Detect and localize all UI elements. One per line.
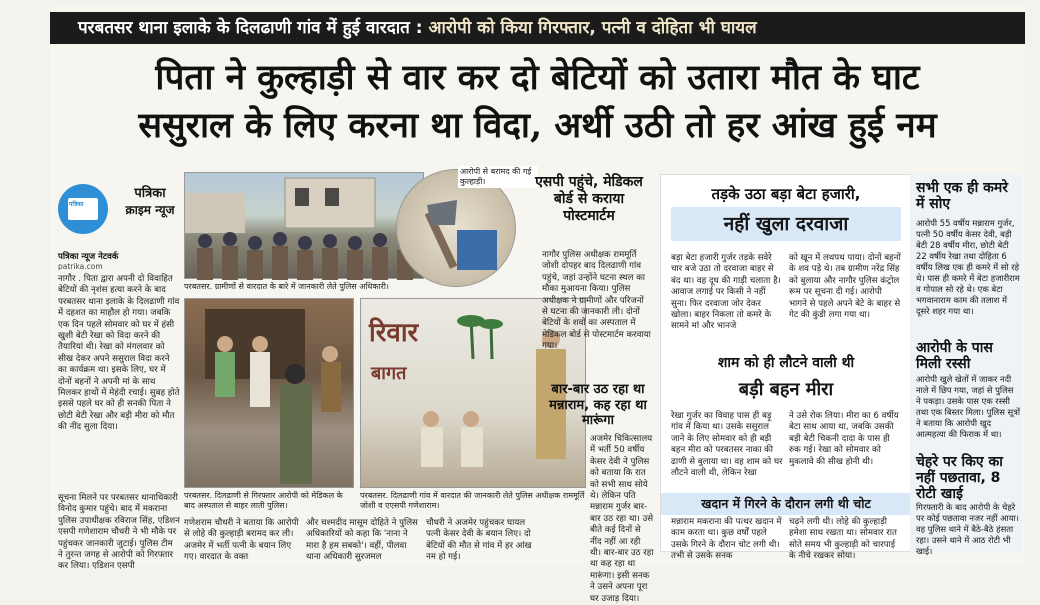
story-text-1b: को खून में लथपथ पाया। दोनों बहनों के शव पड़े थे। तब ग्रामीण नरेंद्र सिंह को बुलाया और नागौर पुलिस कंट्रोल रूम पर सूचना दी गई। आरोपी भागने से पहले अपने बेटे के बाहर से गेट की कुंडी लगा गया था। — [789, 253, 901, 321]
logo-badge-text: पत्रिका — [69, 201, 84, 208]
headline-line-2: ससुराल के लिए करना था विदा, अर्थी उठी तो हर आंख हुई नम — [138, 105, 937, 146]
story-head-2: बड़ी बहन मीरा — [671, 375, 901, 405]
story-kicker-1: तड़के उठा बड़ा बेटा हजारी, — [711, 185, 861, 203]
axe-inset-caption: आरोपी से बरामद की गई कुल्हाड़ी। — [458, 166, 538, 188]
accused-photo-caption: परबतसर. दिलढाणी से गिरफ्तार आरोपी को मेडिकल के बाद अस्पताल से बाहर लाती पुलिस। — [184, 491, 343, 510]
top-banner — [50, 12, 1025, 44]
headline-line-1: पिता ने कुल्हाड़ी से वार कर दो बेटियों को उतारा मौत के घाट — [155, 57, 920, 98]
police-escort-illustration — [185, 299, 355, 489]
sp-box-text-2: अजमेर चिकित्सालय में भर्ती 50 वर्षीय केसर देवी ने पुलिस को बताया कि रात को सभी साथ सोये थे। लेकिन पति मन्नाराम गुर्जर बार-बार उठ रहा था। उसे बीते कई दिनों से नींद नहीं आ रही थी। बार-बार उठ रहा था कह रहा था मारूंगा। इसी सनक ने उसने अपना पूरा घर उजाड़ दिया। — [590, 434, 654, 604]
side-text-3: गिरफ्तारी के बाद आरोपी के चेहरे पर कोई पछतावा नजर नहीं आया। वह पुलिस थाने में बैठे-बैठे हंसता रहा। उसने थाने में आठ रोटी भी खाई। — [916, 502, 1019, 556]
top-banner-left: परबतसर थाना इलाके के दिलढाणी गांव में हुई वारदात : — [78, 18, 423, 38]
patrika-crime-logo — [58, 184, 186, 240]
col1-text-2: सूचना मिलने पर परबतसर थानाधिकारी विनोद कुमार पहुंचे। बाद में मकराना पुलिस उपाधीक्षक रविराज सिंह, एडिशन एसपी गणेशाराम चौधरी ने भी मौके पर पहुंचकर जानकारी जुटाई। पुलिस टीम ने तुरन्त जगह से आरोपी को गिरफ्तार कर लिया। एडिशन एसपी — [58, 493, 180, 572]
bottom-col-3: चौधरी ने अजमेर पहुंचकर घायल पत्नी केसर देवी के बयान लिए। दो बेटियों की मौत से गांव में हर आंख नम हो गई। — [426, 518, 532, 563]
side-head-1: सभी एक ही कमरे में सोए — [916, 180, 1008, 212]
story-band: खदान में गिरने के दौरान लगी थी चोट — [661, 493, 911, 515]
crowd-photo-caption: परबतसर. ग्रामीणों से वारदात के बारे में जानकारी लेते पुलिस अधिकारी। — [184, 282, 389, 291]
logo-brand: पत्रिका — [134, 186, 166, 201]
accused-photo — [184, 298, 354, 488]
sp-box-text: नागौर पुलिस अधीक्षक राममूर्ति जोशी दोपहर बाद दिलढाणी गांव पहुंचे, जहां उन्होंने घटना स्थल का मौका मुआयना किया। पुलिस अधीक्षक ने ग्रामीणों और परिजनों से घटना की जानकारी ली। दोनों बेटियों के शवों का अस्पताल में मेडिकल बोर्ड से पोस्टमार्टम करवाया गया। — [542, 250, 651, 352]
side-text-1: आरोपी 55 वर्षीय मन्नाराम गुर्जर, पत्नी 50 वर्षीय केसर देवी, बड़ी बेटी 28 वर्षीय मीरा, छोटी बेटी 22 वर्षीय रेखा तथा दोहिता 6 वर्षीय लिख एक ही कमरे में सो रहे थे। पास ही कमरे में बेटा हजारीराम व गोपाल सो रहे थे। एक बेटा भगवानाराम काम की तलाश में दूसरे शहर गया था। — [916, 218, 1020, 316]
sp-box-title-2: बार-बार उठ रहा था मन्नाराम, कह रहा था मारूंगा — [549, 382, 647, 428]
byline: पत्रिका न्यूज नेटवर्क — [58, 252, 119, 262]
bottom-col-1: गणेशराम चौधरी ने बताया कि आरोपी से लोहे की कुल्हाड़ी बरामद कर ली। अजमेर में भर्ती पत्नी के बयान लिए गए। वारदात के वक्त — [184, 518, 299, 563]
story-text-2b: ने उसे रोक लिया। मीरा का 6 वर्षीय बेटा साथ आया था, जबकि उसकी बड़ी बेटी चिकनी दादा के पास ही रुक गई। रेखा को सोमवार को मुकलावे की सीख होनी थी। — [789, 411, 899, 467]
side-head-2: आरोपी के पास मिली रस्सी — [916, 340, 993, 372]
patrika-logo-icon — [58, 184, 108, 234]
story-head-1: नहीं खुला दरवाजा — [671, 207, 901, 241]
story-text-3b: चढ़ने लगी थी। लोहे की कुल्हाड़ी हमेशा साथ रखता था। सोमवार रात सोते समय भी कुल्हाड़ी को चारपाई के नीचे रखकर सोया। — [789, 517, 897, 562]
story-text-1a: बड़ा बेटा हजारी गुर्जर तड़के सवेरे चार बजे उठा तो दरवाजा बाहर से बंद था। वह दूध की गाड़ी चलाता है। आवाज लगाई पर किसी ने नहीं सुना। फिर दरवाजा जोर देकर खोला। बाहर निकला तो कमरे के सामने मां और भानजे — [671, 253, 781, 332]
sp-visit-photo-caption: परबतसर. दिलढाणी गांव में वारदात की जानकारी लेते पुलिस अधीक्षक राममूर्ति जोशी व एएसपी गणेशाराम। — [360, 491, 585, 510]
main-headline — [50, 54, 1025, 150]
top-banner-right: आरोपी को किया गिरफ्तार, पत्नी व दोहिता भी घायल — [428, 18, 757, 38]
sp-box-title: एसपी पहुंचे, मेडिकल बोर्ड से कराया पोस्टमार्टम — [535, 174, 643, 224]
wall-text-1: रिवार — [369, 318, 419, 348]
newspaper-page — [50, 6, 1025, 604]
story-kicker-2: शाम को ही लौटने वाली थी — [717, 355, 855, 371]
crowd-photo — [184, 172, 424, 279]
side-text-2: आरोपी खुले खेतों में जाकर नदी नाले में छिप गया, जहां से पुलिस ने पकड़ा। उसके पास एक रस्सी तथा एक बिस्तर मिला। पुलिस सूत्रों ने बताया कि आरोपी खुद आत्महत्या की फिराक में था। — [916, 374, 1020, 439]
crowd-illustration — [185, 173, 425, 280]
side-head-3: चेहरे पर किए का नहीं पछतावा, 8 रोटी खाई — [916, 454, 1003, 502]
story-text-3a: मन्नाराम मकराना की पत्थर खदान में काम करता था। कुछ वर्षों पहले उसके गिरने के दौरान चोट लगी थी। तभी से उसके सनक — [671, 517, 782, 562]
side-column — [910, 174, 1022, 556]
story-text-2a: रेखा गुर्जर का विवाह पास ही बड़ू गांव में किया था। उसके ससुराल जाने के लिए सोमवार को ही बड़ी बहन मीरा को परबतसर नाका की ढाणी से बुलाया था। वह शाम को घर लौटने वाली थी, लेकिन रेखा — [671, 411, 783, 479]
byline-site: patrika.com — [58, 262, 103, 271]
col1-text: नागौर . पिता द्वारा अपनी दो विवाहित बेटियों की नृशंस हत्या करने के बाद परबतसर थाना इलाके के दिलढाणी गांव में दहशत का माहौल हो गया। जबकि एक दिन पहले सोमवार को घर में हंसी खुशी बेटी रेखा को विदा करने की तैयारियां थी। रेखा को मंगलवार को सीख देकर अपने ससुराल विदा करने का कार्यक्रम था। इसके लिए, घर में दोनों बहनों ने अपनी मां के साथ मिलकर हाथों में मेहंदी रचाई। सुबह होते इससे पहले घर को ही सनकी पिता ने छोटी बेटी रेखा और बड़ी मीरा को मौत की नींद सुला दिया। — [58, 274, 180, 433]
wall-text-2: बागत — [371, 363, 407, 384]
logo-section: क्राइम न्यूज — [125, 203, 175, 217]
bottom-col-2: और चश्मदीद मासूम दोहिते ने पुलिस अधिकारियों को कहा कि 'नाना ने मारा है हम सबको'। वहीं, पीलवा थाना अधिकारी सुरजमल — [306, 518, 418, 563]
